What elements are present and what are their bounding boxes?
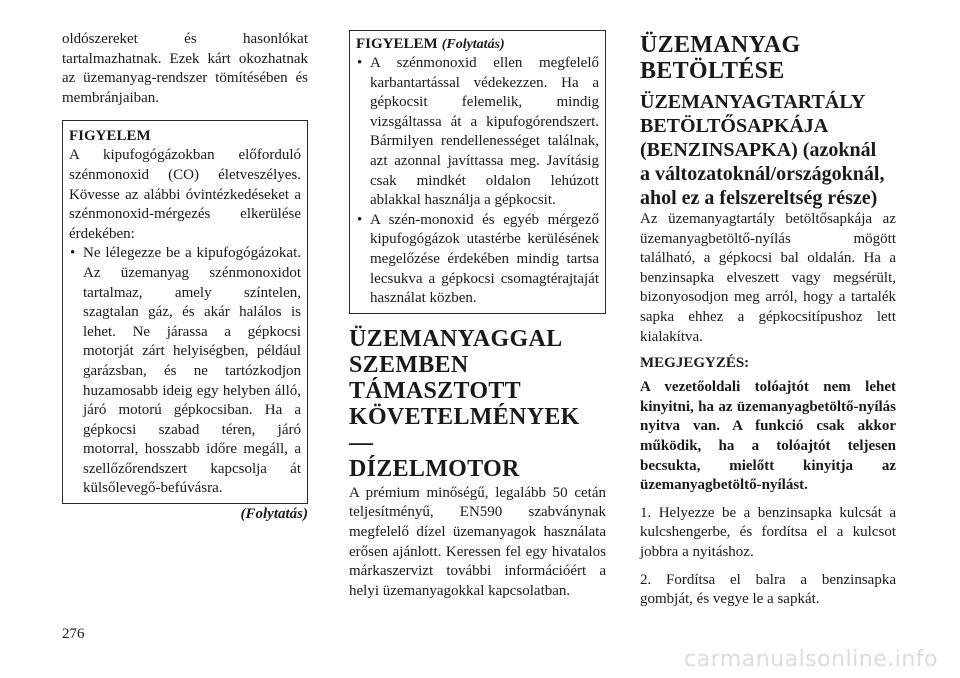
bullet-icon: • — [357, 55, 363, 71]
list-item-text: A szén-monoxid és egyéb mérgező kipufogógázok utastérbe kerülésének megelőzése érdekében mindig tartsa lecsukva a gépkocsi csomagtérajtaját használat közben. — [370, 211, 599, 307]
subheading-line: ahol ez a felszereltség része) — [640, 187, 878, 209]
subheading-line: ÜZEMANYAGTARTÁLY — [640, 91, 866, 113]
page-number: 276 — [62, 626, 85, 642]
section-heading-refueling — [640, 32, 896, 84]
heading-line: ÜZEMANYAG — [640, 32, 801, 58]
note-title: MEGJEGYZÉS: — [640, 355, 750, 372]
watermark: carmanualsonline.info — [684, 647, 938, 672]
heading-line: BETÖLTÉSE — [640, 58, 785, 84]
diesel-paragraph: A prémium minőségű, legalább 50 cetán teljesítményű, EN590 szabványnak megfelelő dízel üzemanyagok használata erősen ajánlott. Keressen fel egy hivatalos márkaszervizt további információért a helyi üzemanyagokkal kapcsolatban. — [349, 484, 606, 599]
warning-text: A kipufogógázokban előforduló szénmonoxid (CO) életveszélyes. Kövesse az alábbi óvintézkedéseket a szénmonoxid-mérgezés elkerülése érdekében: — [69, 147, 301, 242]
heading-line: SZEMBEN — [349, 351, 469, 378]
subheading-line: a változatoknál/országoknál, — [640, 163, 885, 185]
bullet-icon: • — [357, 211, 363, 228]
warning-box-continued — [349, 30, 606, 314]
column-middle — [349, 30, 606, 601]
heading-line: ÜZEMANYAGGAL — [349, 325, 563, 352]
list-item — [69, 244, 301, 499]
step-item: 2. Fordítsa el balra a benzinsapka gombját, és vegye le a sapkát. — [640, 571, 896, 608]
warning-bullet-list — [69, 244, 301, 499]
subheading-fuel-cap — [640, 90, 896, 210]
warning-continued-label: (Folytatás) — [441, 37, 505, 52]
bullet-icon: • — [70, 245, 76, 262]
step-item: 1. Helyezze be a benzinsapka kulcsát a kulcshengerbe, és fordítsa el a kulcsot jobbra a nyitáshoz. — [640, 504, 896, 560]
note-body: A vezetőoldali tolóajtót nem lehet kinyitni, ha az üzemanyagbetöltő-nyílás nyitva van. A funkció csak akkor működik, ha a tolóajtót teljesen becsukta, mielőtt kinyitja az üzemanyagbetöltő-nyílást. — [640, 379, 896, 494]
intro-paragraph: oldószereket és hasonlókat tartalmazhatnak. Ezek kárt okozhatnak az üzemanyag-rendszer tömítésében és membránjaiban. — [62, 31, 308, 106]
warning-bullet-list — [356, 54, 599, 309]
subheading-line: (BENZINSAPKA) (azoknál — [640, 139, 877, 161]
warning-title: FIGYELEM — [69, 128, 151, 145]
heading-line: TÁMASZTOTT — [349, 377, 521, 404]
warning-box — [62, 120, 308, 504]
list-item — [356, 211, 599, 309]
fuel-cap-paragraph: Az üzemanyagtartály betöltősapkája az üzemanyagbetöltő-nyílás mögött található, a gépkocsi bal oldalán. Ha a benzinsapka elveszett vagy megsérült, bizonyosodjon meg arról, hogy a tartalék sapka ehhez a gépkocsitípushoz lett kialakítva. — [640, 211, 896, 345]
subheading-line: BETÖLTŐSAPKÁJA — [640, 115, 829, 137]
list-item-text: Ne lélegezze be a kipufogógázokat. Az üzemanyag szénmonoxidot tartalmaz, amely színtelen, szagtalan gáz, és akár halálos is lehet. Ne járassa a gépkocsi motorját zárt helyiségben, például garázsban, és ne tartózkodjon huzamosabb ideig egy helyben álló, járó motorú gépkocsiban. Ha a gépkocsi szabad téren, járó motorral, hosszabb időre megáll, a szellőzőrendszert kapcsolja át külsőlevegő-befúvásra. — [83, 245, 301, 497]
list-item-text: A szénmonoxid ellen megfelelő karbantartással védekezzen. Ha a gépkocsit felemelik, mindig vizsgáltassa át a kipufogórendszert. Bármilyen rendellenességet találnak, azt azonnal javíttassa meg. Javításig csak mindkét oldalon lehúzott ablakkal használja a gépkocsit. — [370, 55, 599, 209]
continued-label: (Folytatás) — [240, 506, 308, 523]
list-item — [356, 54, 599, 211]
heading-line: DÍZELMOTOR — [349, 455, 520, 482]
column-right — [640, 32, 896, 610]
heading-line: KÖVETELMÉNYEK — — [349, 403, 580, 456]
section-heading-diesel — [349, 326, 606, 482]
column-left — [62, 30, 308, 523]
warning-title — [356, 35, 599, 54]
warning-title-text: FIGYELEM — [356, 36, 438, 52]
